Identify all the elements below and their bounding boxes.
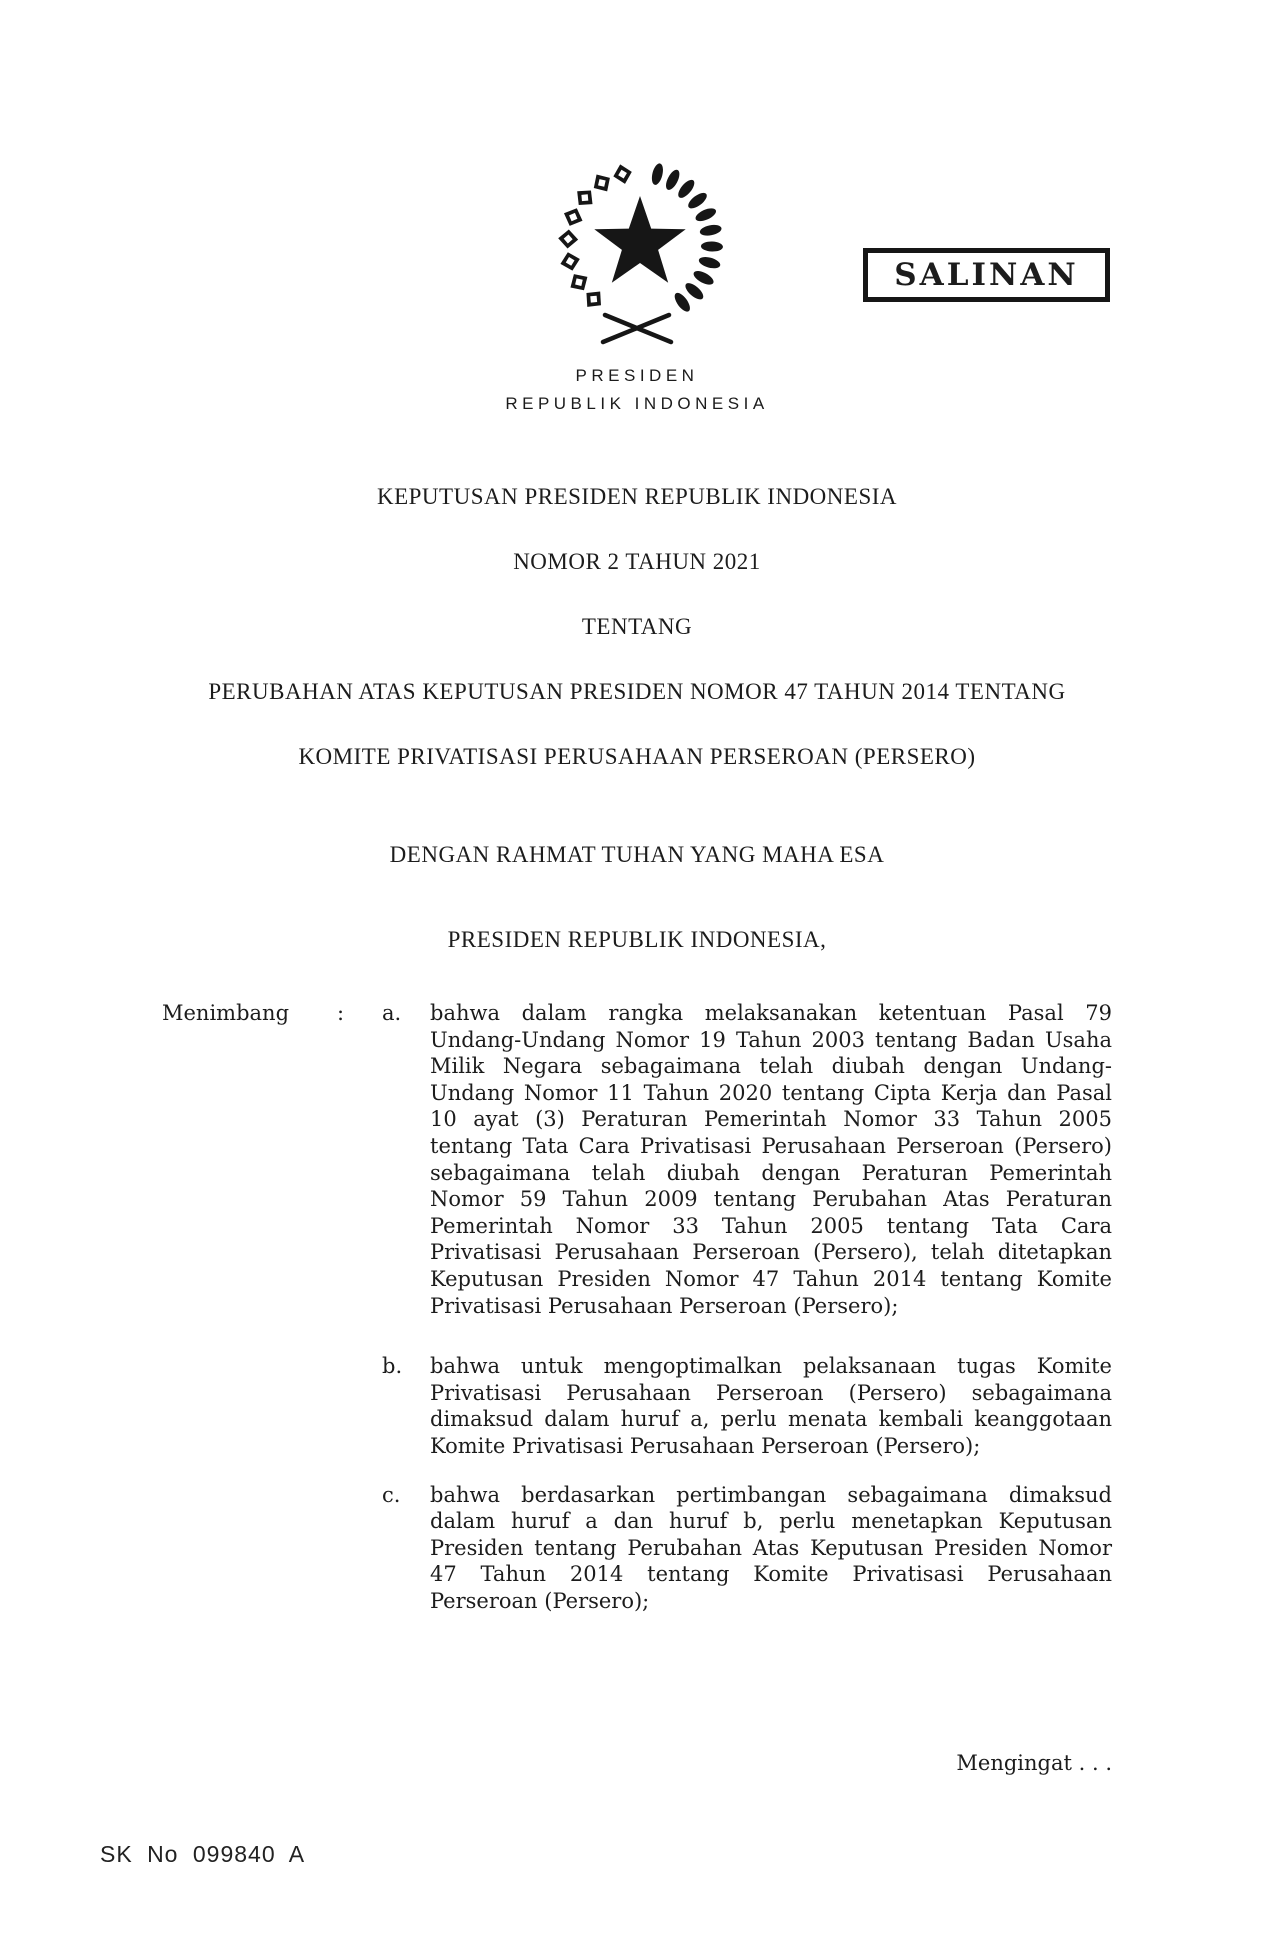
presidential-star-wreath-emblem <box>545 152 735 347</box>
considering-colon: : <box>337 1001 345 1025</box>
star-icon <box>594 196 685 283</box>
title-line-komite: KOMITE PRIVATISASI PERUSAHAAN PERSEROAN (PERSERO) <box>298 744 976 769</box>
letterhead-republik-indonesia: REPUBLIK INDONESIA <box>505 394 769 413</box>
emblem-graphic <box>545 152 735 347</box>
item-b-marker: b. <box>382 1354 403 1379</box>
sk-control-number: SK No 099840 A <box>100 1841 306 1867</box>
catchword-mengingat: Mengingat . . . <box>956 1751 1112 1775</box>
salinan-stamp-label: SALINAN <box>894 257 1079 293</box>
salinan-copy-stamp <box>863 248 1110 302</box>
preamble-authority: PRESIDEN REPUBLIK INDONESIA, <box>447 927 827 952</box>
letterhead <box>0 367 1274 412</box>
considering-section <box>162 1000 1112 1614</box>
considering-label: Menimbang <box>162 1001 290 1025</box>
document-title <box>0 485 1274 810</box>
title-line-keputusan: KEPUTUSAN PRESIDEN REPUBLIK INDONESIA <box>376 484 898 509</box>
title-line-tentang: TENTANG <box>581 614 693 639</box>
item-a-marker: a. <box>382 1001 402 1025</box>
considering-item-c <box>162 1482 1112 1615</box>
title-line-perubahan: PERUBAHAN ATAS KEPUTUSAN PRESIDEN NOMOR 47 TAHUN 2014 TENTANG <box>208 679 1066 704</box>
considering-item-b <box>162 1353 1112 1459</box>
letterhead-presiden: PRESIDEN <box>575 366 699 385</box>
item-b-text: bahwa untuk mengoptimalkan pelaksanaan tugas Komite Privatisasi Perusahaan Perseroan (Persero) sebagaimana dimaksud dalam huruf a, perlu menata kembali keanggotaan Komite Privatisasi Perusahaan Perseroan (Persero); <box>430 1354 1112 1458</box>
item-a-text: bahwa dalam rangka melaksanakan ketentuan Pasal 79 Undang-Undang Nomor 19 Tahun 2003 tentang Badan Usaha Milik Negara sebagaimana telah diubah dengan Undang-Undang Nomor 11 Tahun 2020 tentang Cipta Kerja dan Pasal 10 ayat (3) Peraturan Pemerintah Nomor 33 Tahun 2005 tentang Tata Cara Privatisasi Perusahaan Perseroan (Persero) sebagaimana telah diubah dengan Peraturan Pemerintah Nomor 59 Tahun 2009 tentang Perubahan Atas Peraturan Pemerintah Nomor 33 Tahun 2005 tentang Tata Cara Privatisasi Perusahaan Perseroan (Persero), telah ditetapkan Keputusan Presiden Nomor 47 Tahun 2014 tentang Komite Privatisasi Perusahaan Perseroan (Persero); <box>430 1001 1112 1318</box>
wreath-crossed-stems <box>603 315 671 342</box>
preamble <box>0 843 1274 951</box>
considering-item-a <box>162 1000 1112 1319</box>
preamble-invocation: DENGAN RAHMAT TUHAN YANG MAHA ESA <box>389 842 885 867</box>
title-line-nomor: NOMOR 2 TAHUN 2021 <box>513 549 761 574</box>
item-c-marker: c. <box>382 1482 401 1507</box>
item-c-text: bahwa berdasarkan pertimbangan sebagaimana dimaksud dalam huruf a dan huruf b, perlu menetapkan Keputusan Presiden tentang Perubahan Atas Keputusan Presiden Nomor 47 Tahun 2014 tentang Komite Privatisasi Perusahaan Perseroan (Persero); <box>430 1482 1112 1613</box>
